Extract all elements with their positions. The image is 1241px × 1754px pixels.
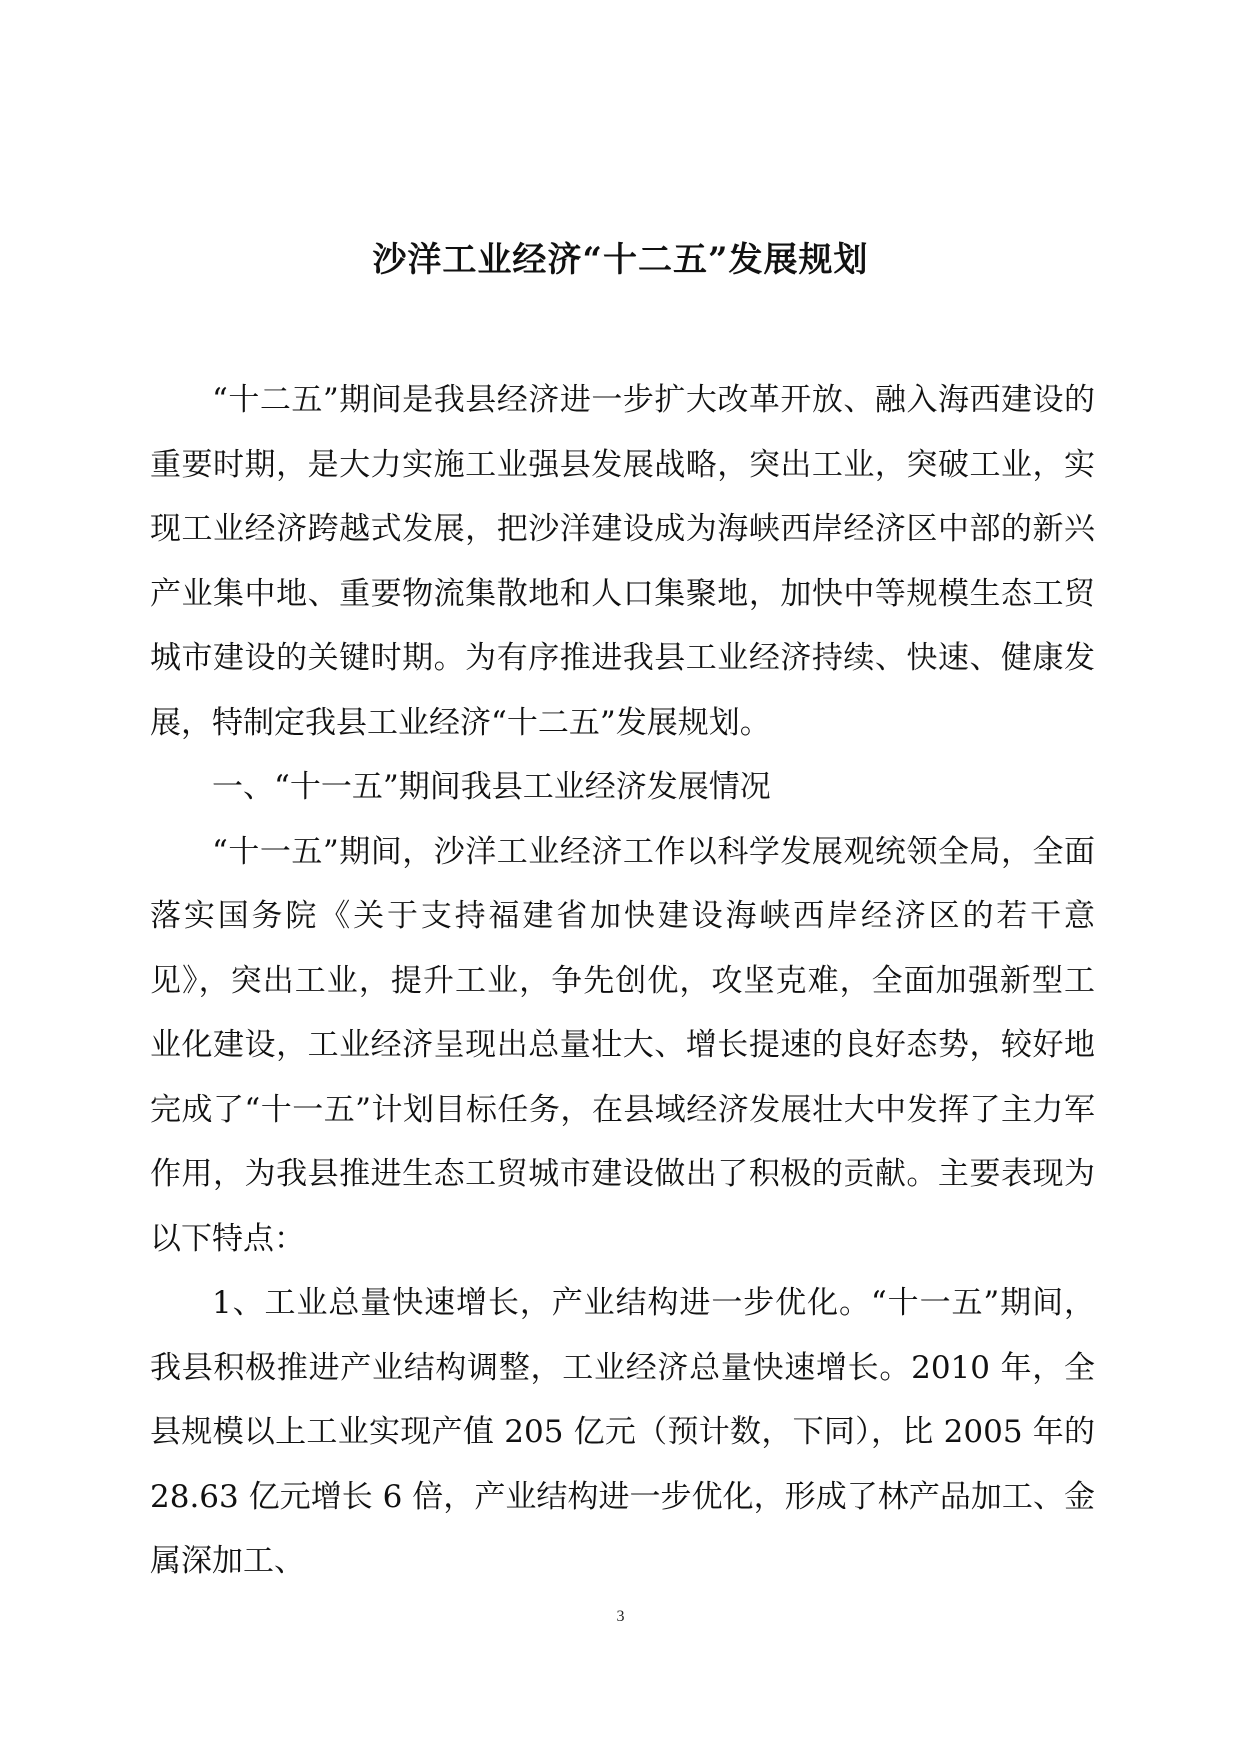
section-heading: 一、“十一五”期间我县工业经济发展情况 — [212, 769, 771, 805]
item-paragraph: 1、工业总量快速增长，产业结构进一步优化。“十一五”期间，我县积极推进产业结构调整，工业经济总量快速增长。2010 年，全县规模以上工业实现产值 205 亿元（预计数，下同），比 2005 年的 28.63 亿元增长 6 倍，产业结构进一步优化，形成了林产品加工、金属深加工、 — [150, 1285, 1095, 1579]
document-body — [150, 368, 1095, 1594]
document-title: 沙洋工业经济“十二五”发展规划 — [372, 240, 869, 280]
page-number: 3 — [616, 1608, 625, 1625]
intro-paragraph: “十二五”期间是我县经济进一步扩大改革开放、融入海西建设的重要时期，是大力实施工业强县发展战略，突出工业，突破工业，实现工业经济跨越式发展，把沙洋建设成为海峡西岸经济区中部的新兴产业集中地、重要物流集散地和人口集聚地，加快中等规模生态工贸城市建设的关键时期。为有序推进我县工业经济持续、快速、健康发展，特制定我县工业经济“十二五”发展规划。 — [150, 382, 1095, 741]
section-paragraph: “十一五”期间，沙洋工业经济工作以科学发展观统领全局，全面落实国务院《关于支持福建省加快建设海峡西岸经济区的若干意见》，突出工业，提升工业，争先创优，攻坚克难，全面加强新型工业化建设，工业经济呈现出总量壮大、增长提速的良好态势，较好地完成了“十一五”计划目标任务，在县域经济发展壮大中发挥了主力军作用，为我县推进生态工贸城市建设做出了积极的贡献。主要表现为以下特点： — [150, 833, 1095, 1257]
